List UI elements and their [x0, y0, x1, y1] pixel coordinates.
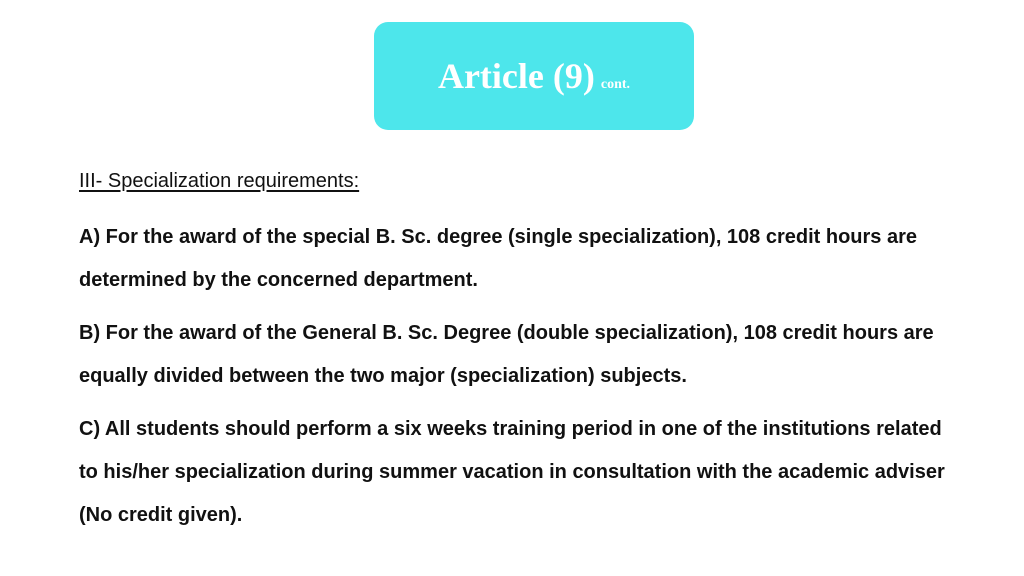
paragraph-b: B) For the award of the General B. Sc. Degree (double specialization), 108 credit hours are equally divided between the two major (specialization) subjects.	[79, 322, 934, 387]
slide-content	[79, 164, 959, 547]
section-heading: III- Specialization requirements:	[79, 170, 360, 192]
paragraph-a: A) For the award of the special B. Sc. degree (single specialization), 108 credit hours are determined by the concerned department.	[79, 226, 918, 291]
paragraph-c: C) All students should perform a six weeks training period in one of the institutions related to his/her specialization during summer vacation in consultation with the academic adviser (No credit given).	[79, 418, 945, 526]
title-banner	[374, 22, 694, 130]
slide-title	[438, 58, 630, 94]
title-text: Article (9)	[437, 56, 595, 96]
title-suffix: cont.	[600, 77, 631, 92]
